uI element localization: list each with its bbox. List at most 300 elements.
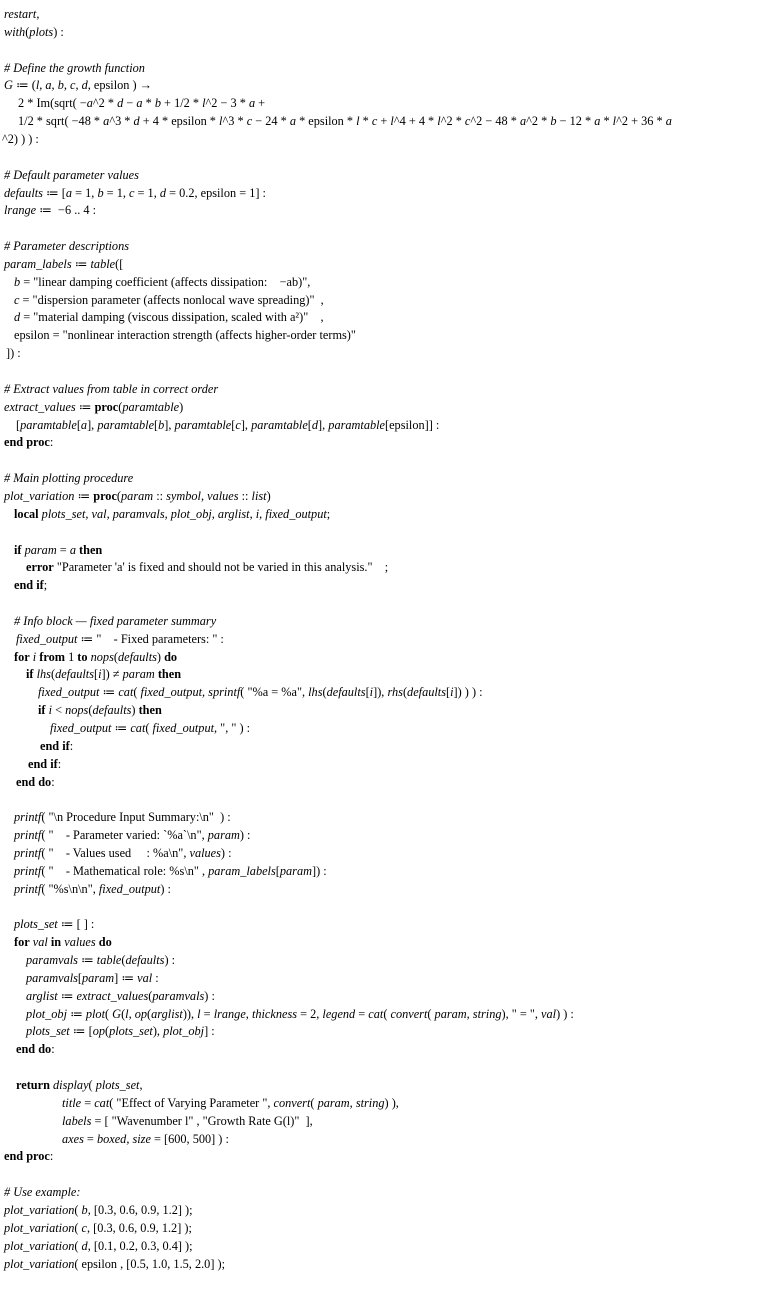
code-token: ^3 * (109, 114, 134, 129)
code-token: [ (154, 417, 159, 432)
code-token: c (129, 185, 135, 200)
code-token: , (139, 1078, 143, 1092)
code-token: a (594, 114, 601, 129)
code-line[interactable] (4, 380, 218, 398)
code-line[interactable] (4, 433, 53, 451)
code-token: ^2 + 36 * (616, 114, 666, 129)
code-token: ) (266, 488, 271, 503)
code-token: param (207, 828, 240, 843)
code-token: end do (16, 1042, 52, 1057)
code-token: cat (94, 1095, 110, 1110)
code-token: = [ "Wavenumber l" , "Growth Rate G(l)" ], (91, 1113, 313, 1128)
code-token: [ (446, 685, 451, 700)
code-line[interactable] (4, 59, 145, 77)
code-token: do (164, 649, 178, 664)
code-token: ) (179, 399, 184, 414)
code-token: plot_variation (4, 1256, 75, 1271)
code-token: ) : (220, 845, 232, 860)
code-token: :: (153, 488, 167, 503)
code-token: ( (402, 685, 408, 700)
code-token: defaults (117, 649, 157, 664)
code-token: fixed_output, sprintf (140, 685, 241, 700)
code-token: c (371, 114, 378, 129)
code-token: printf (14, 810, 42, 825)
code-token: ( (148, 988, 153, 1003)
code-token: extract_values (4, 399, 76, 414)
code-token: + 1/2 * (160, 96, 203, 111)
code-token: : (51, 774, 55, 789)
code-token: ( (147, 1006, 152, 1021)
code-line[interactable] (14, 505, 330, 523)
code-token: ( (121, 953, 126, 968)
code-token: ^2 − 3 * (205, 96, 249, 111)
code-token: b (97, 185, 104, 200)
code-token: = 1, (103, 185, 129, 200)
code-token: a (86, 96, 93, 111)
code-line[interactable] (14, 308, 324, 326)
code-token: param (82, 970, 115, 985)
code-token: , (128, 1006, 135, 1021)
code-line[interactable] (62, 1112, 313, 1130)
code-token: ≔ (67, 1006, 86, 1021)
code-token: then (154, 667, 182, 682)
code-token: paramtable (122, 399, 180, 414)
code-token: ≔ (74, 488, 94, 503)
code-token: ≔ (75, 399, 95, 414)
code-token: ^4 + 4 * (393, 114, 438, 129)
code-token: param (279, 863, 312, 878)
code-token: lhs (308, 685, 323, 700)
code-token: end proc (4, 1149, 50, 1164)
code-line[interactable] (4, 1183, 80, 1201)
code-token: lrange, thickness (213, 1006, 298, 1021)
code-token: c (235, 417, 241, 432)
code-token: plot (85, 1006, 105, 1021)
code-token: plots_set (14, 917, 58, 932)
code-token: lhs (36, 667, 51, 682)
code-line[interactable] (26, 951, 175, 969)
code-token: [ (307, 417, 312, 432)
code-token: values (64, 935, 96, 950)
code-token: i (48, 703, 53, 718)
code-token: ], (87, 417, 98, 432)
code-token: ≔ (77, 953, 97, 968)
code-token: ( (74, 1202, 82, 1217)
code-token: paramvals (26, 970, 78, 985)
code-token: param (24, 542, 57, 557)
code-line[interactable] (18, 94, 265, 112)
code-line[interactable] (14, 326, 356, 344)
code-token: a (289, 114, 296, 129)
code-token: ( (145, 721, 153, 735)
code-token: b (154, 96, 161, 111)
code-token: # Use example: (4, 1185, 81, 1200)
code-line[interactable] (26, 969, 159, 987)
code-line[interactable] (62, 1094, 399, 1112)
code-line[interactable] (14, 880, 171, 898)
code-token: [ (94, 667, 99, 682)
code-token: nops (90, 649, 114, 664)
code-token: plot_variation (4, 1238, 75, 1253)
code-token: + (255, 96, 266, 111)
code-token: G (4, 78, 13, 93)
code-token: plots (29, 24, 54, 39)
code-token: ) ) : (556, 1006, 574, 1021)
code-token: ( (322, 685, 327, 700)
code-line[interactable] (26, 665, 181, 683)
code-token: l (390, 114, 394, 129)
code-token: end if (40, 738, 70, 753)
code-token: with (4, 24, 26, 39)
code-line[interactable] (16, 773, 55, 791)
code-token: d (117, 96, 124, 111)
code-line[interactable] (4, 23, 64, 41)
code-token: paramtable (328, 417, 385, 432)
code-token: ( (118, 399, 123, 414)
code-token: ≔ [ ] : (57, 917, 95, 932)
code-line[interactable] (38, 683, 483, 701)
code-token: = 1, (72, 185, 98, 200)
code-line[interactable] (6, 344, 21, 362)
code-token: error (26, 560, 54, 575)
code-token: = "linear damping coefficient (affects dissipation: −ab)", (20, 274, 311, 289)
code-token: l (437, 114, 441, 129)
code-token: [ (365, 685, 370, 700)
code-token: epsilon ) → (90, 78, 152, 93)
code-token: ≔ (111, 721, 131, 735)
code-token: extract_values (76, 988, 149, 1003)
code-token: printf (14, 845, 42, 860)
code-token: param (121, 488, 154, 503)
code-token: ( (121, 1006, 126, 1021)
code-token: # Default parameter values (4, 167, 139, 182)
code-token: ( (113, 649, 118, 664)
code-token: a (136, 96, 143, 111)
code-token: ), (152, 1024, 164, 1039)
code-line[interactable] (4, 255, 123, 273)
code-token: ( " - Mathematical role: %s\n" , (41, 863, 209, 878)
code-token: boxed, size (96, 1131, 151, 1146)
code-line[interactable] (38, 701, 162, 719)
code-token: ]) : (6, 346, 21, 361)
code-token: paramtable (251, 417, 308, 432)
code-token: plot_variation (4, 1202, 75, 1217)
code-token: * epsilon * (296, 114, 357, 129)
code-token: then (75, 542, 103, 557)
code-token: defaults (125, 953, 165, 968)
code-token: = (81, 1095, 95, 1110)
code-token: , [0.1, 0.2, 0.3, 0.4] ); (87, 1238, 193, 1253)
code-token: ([ (115, 256, 124, 271)
code-token: − 12 * (556, 114, 595, 129)
code-token: a (69, 542, 76, 557)
code-token: defaults (326, 685, 366, 700)
code-token: ( "%a = %a", (240, 685, 309, 700)
code-line[interactable] (40, 737, 73, 755)
code-token: fixed_output (50, 721, 112, 735)
code-token: :: (238, 488, 252, 503)
code-token: = "dispersion parameter (affects nonlocal wave spreading)" , (19, 292, 324, 307)
code-line[interactable] (14, 844, 232, 862)
code-token: ]) : (312, 863, 327, 878)
code-token: ^2) ) ) : (2, 131, 39, 146)
code-line[interactable] (4, 184, 266, 202)
code-token: to (77, 649, 88, 664)
code-token: legend (322, 1006, 356, 1021)
code-line[interactable] (4, 237, 129, 255)
code-token: if (14, 542, 22, 557)
code-token: end do (16, 774, 52, 789)
code-line[interactable] (26, 987, 215, 1005)
code-token: [epsilon]] : (385, 417, 440, 432)
code-token: a (80, 417, 88, 432)
code-token: end if (28, 756, 58, 771)
code-line[interactable] (18, 112, 672, 130)
code-line[interactable] (14, 576, 47, 594)
code-token: c (246, 114, 253, 129)
code-token: display (53, 1078, 89, 1092)
code-token: = 2, (297, 1006, 323, 1021)
code-line[interactable] (2, 130, 39, 148)
code-line[interactable] (14, 273, 310, 291)
code-line[interactable] (14, 915, 94, 933)
code-token: + (377, 114, 391, 129)
code-token: ) : (239, 828, 251, 843)
code-line[interactable] (4, 469, 133, 487)
code-line[interactable] (26, 1022, 215, 1040)
code-token: , ", " ) : (214, 721, 251, 735)
code-token: ) : (160, 881, 171, 896)
code-token: arglist (26, 988, 58, 1003)
code-token: d (159, 185, 167, 200)
code-token: ≔ [ (69, 1024, 93, 1039)
code-token: + 4 * epsilon * (139, 114, 220, 129)
code-token: in (47, 935, 62, 950)
code-token: ] ≔ (114, 970, 138, 985)
code-token: = "material damping (viscous dissipation, scaled with a²)" , (20, 310, 324, 325)
code-token: , [0.3, 0.6, 0.9, 1.2] ); (87, 1202, 193, 1217)
code-token: a (665, 114, 672, 129)
code-token: printf (14, 881, 42, 896)
code-line[interactable] (4, 398, 183, 416)
code-line[interactable] (16, 416, 439, 434)
code-token: if (26, 667, 34, 682)
code-token: ≔ [ (42, 185, 66, 200)
code-token: val (32, 935, 48, 950)
code-token: ≔ (71, 256, 91, 271)
code-token: < (52, 703, 66, 718)
code-token: defaults (92, 703, 132, 718)
code-token: a (65, 185, 73, 200)
code-token: # Extract values from table in correct order (4, 381, 219, 396)
code-token: a (248, 96, 256, 111)
code-line[interactable] (4, 201, 96, 219)
code-token: = (83, 1131, 97, 1146)
code-token: plots_set (109, 1024, 153, 1039)
code-token: = 1, (134, 185, 160, 200)
code-token: ( (383, 1006, 391, 1021)
code-line[interactable] (4, 1219, 192, 1237)
code-token: : (51, 1042, 55, 1057)
code-token: cat (118, 685, 134, 700)
code-line[interactable] (62, 1130, 229, 1148)
code-line[interactable] (26, 1005, 574, 1023)
code-token: ( (310, 1095, 318, 1110)
code-token: table (96, 953, 122, 968)
code-token: d (14, 310, 21, 325)
code-token: ) (131, 703, 139, 718)
code-token: ^2 * (526, 114, 551, 129)
code-token: paramtable (174, 417, 232, 432)
code-token: l (125, 1006, 129, 1021)
code-line[interactable] (16, 630, 224, 648)
code-token: cat (368, 1006, 384, 1021)
code-token: ] : (204, 1024, 215, 1039)
code-token: l (356, 114, 360, 129)
code-token: a (520, 114, 527, 129)
code-line[interactable] (50, 719, 250, 737)
code-token: plot_variation (4, 1220, 75, 1235)
code-token: ( (88, 703, 93, 718)
code-token: − (123, 96, 137, 111)
code-token: lrange (4, 203, 37, 218)
code-token: ( " - Values used : %a\n", (41, 845, 190, 860)
code-token: symbol, values (166, 488, 239, 503)
code-token: G (112, 1006, 122, 1021)
code-token: * (359, 114, 372, 129)
code-token: return (16, 1078, 50, 1092)
code-line[interactable] (4, 5, 39, 23)
code-line[interactable] (14, 933, 112, 951)
code-token: ) : (204, 988, 215, 1003)
code-token: ( (74, 1238, 82, 1253)
code-token: ≔ −6 .. 4 : (36, 203, 97, 218)
code-token: ], (240, 417, 252, 432)
code-token: [ (77, 970, 83, 985)
code-token: defaults (55, 667, 95, 682)
code-line[interactable] (4, 166, 139, 184)
code-line[interactable] (14, 541, 102, 559)
code-token: i (98, 667, 102, 682)
code-token: ; (43, 578, 48, 593)
code-line[interactable] (14, 808, 231, 826)
code-token: ( (104, 1024, 110, 1039)
code-line[interactable] (14, 291, 324, 309)
code-token: proc (94, 399, 119, 414)
code-token: = (355, 1006, 369, 1021)
code-token: paramtable (97, 417, 155, 432)
code-token: fixed_output (16, 631, 78, 646)
code-token: i (450, 685, 454, 700)
code-token: ^3 * (222, 114, 247, 129)
code-line[interactable] (16, 1076, 143, 1094)
code-line[interactable] (16, 1040, 55, 1058)
code-token: ≔ (57, 988, 77, 1003)
code-token: l (197, 1006, 201, 1021)
code-token: nops (65, 703, 89, 718)
code-token: b (158, 417, 165, 432)
code-token: ≔ " - Fixed parameters: " : (77, 631, 224, 646)
code-token: ]) ) ) : (453, 685, 483, 700)
code-token: convert (390, 1006, 428, 1021)
code-line[interactable] (4, 1237, 193, 1255)
code-token: fixed_output (38, 685, 100, 700)
code-token: ) (156, 649, 165, 664)
code-token: ( epsilon , [0.5, 1.0, 1.5, 2.0] ); (74, 1256, 225, 1271)
code-token: paramtable (20, 417, 77, 432)
code-token: ], (164, 417, 175, 432)
code-token: table (90, 256, 116, 271)
code-line[interactable] (4, 76, 152, 94)
code-token: d (81, 1238, 88, 1253)
code-line[interactable] (26, 558, 388, 576)
code-token: values (189, 845, 221, 860)
code-token: # Info block — fixed parameter summary (14, 613, 217, 628)
code-token: = (56, 542, 70, 557)
code-token: arglist (151, 1006, 183, 1021)
code-token: = (200, 1006, 214, 1021)
code-token: if (38, 703, 46, 718)
code-line[interactable] (14, 862, 327, 880)
code-line[interactable] (14, 826, 250, 844)
code-line[interactable] (4, 1255, 225, 1273)
code-token: = 0.2, epsilon = 1] : (166, 185, 266, 200)
code-token: d (133, 114, 140, 129)
code-token: end proc (4, 435, 50, 450)
code-token: defaults (4, 185, 43, 200)
code-token: ), " = ", (501, 1006, 542, 1021)
code-token: proc (93, 488, 117, 503)
code-line[interactable] (28, 755, 61, 773)
code-token: ≔ ( (12, 78, 36, 93)
code-token: c (464, 114, 471, 129)
code-token: l, a, b, c, d, (35, 78, 91, 93)
code-token: 2 * Im(sqrt( − (18, 96, 87, 111)
code-token: )), (182, 1006, 198, 1021)
code-token: plot_obj (163, 1024, 205, 1039)
code-line[interactable] (14, 612, 216, 630)
code-token: ^2 * (440, 114, 465, 129)
code-token: [ (16, 417, 21, 432)
code-token: * (600, 114, 613, 129)
code-token: 1 (65, 649, 78, 664)
code-token: ; (326, 506, 331, 521)
code-line[interactable] (4, 1147, 53, 1165)
code-token: defaults (407, 685, 446, 700)
code-token: epsilon = "nonlinear interaction strength (affects higher-order terms)" (14, 328, 356, 343)
code-token: # Main plotting procedure (4, 471, 134, 486)
code-token: fixed_output (152, 721, 215, 735)
code-token: ) ), (384, 1095, 399, 1110)
code-token: 1/2 * sqrt( −48 * (18, 114, 104, 129)
code-token: [ (275, 863, 280, 878)
code-token: fixed_output (98, 881, 161, 896)
code-token: c (81, 1220, 88, 1235)
code-token: plot_obj (26, 1006, 67, 1021)
code-token: printf (14, 863, 42, 878)
code-token: b (81, 1202, 88, 1217)
code-line[interactable] (14, 648, 177, 666)
code-line[interactable] (4, 487, 271, 505)
code-token: ( (427, 1006, 435, 1021)
code-token: * (142, 96, 155, 111)
code-token: c (14, 292, 20, 307)
code-token: val (137, 970, 153, 985)
code-token: ( (74, 1220, 82, 1235)
code-token: plots_set (26, 1024, 70, 1039)
code-line[interactable] (4, 1201, 193, 1219)
code-token: param, string (317, 1095, 385, 1110)
